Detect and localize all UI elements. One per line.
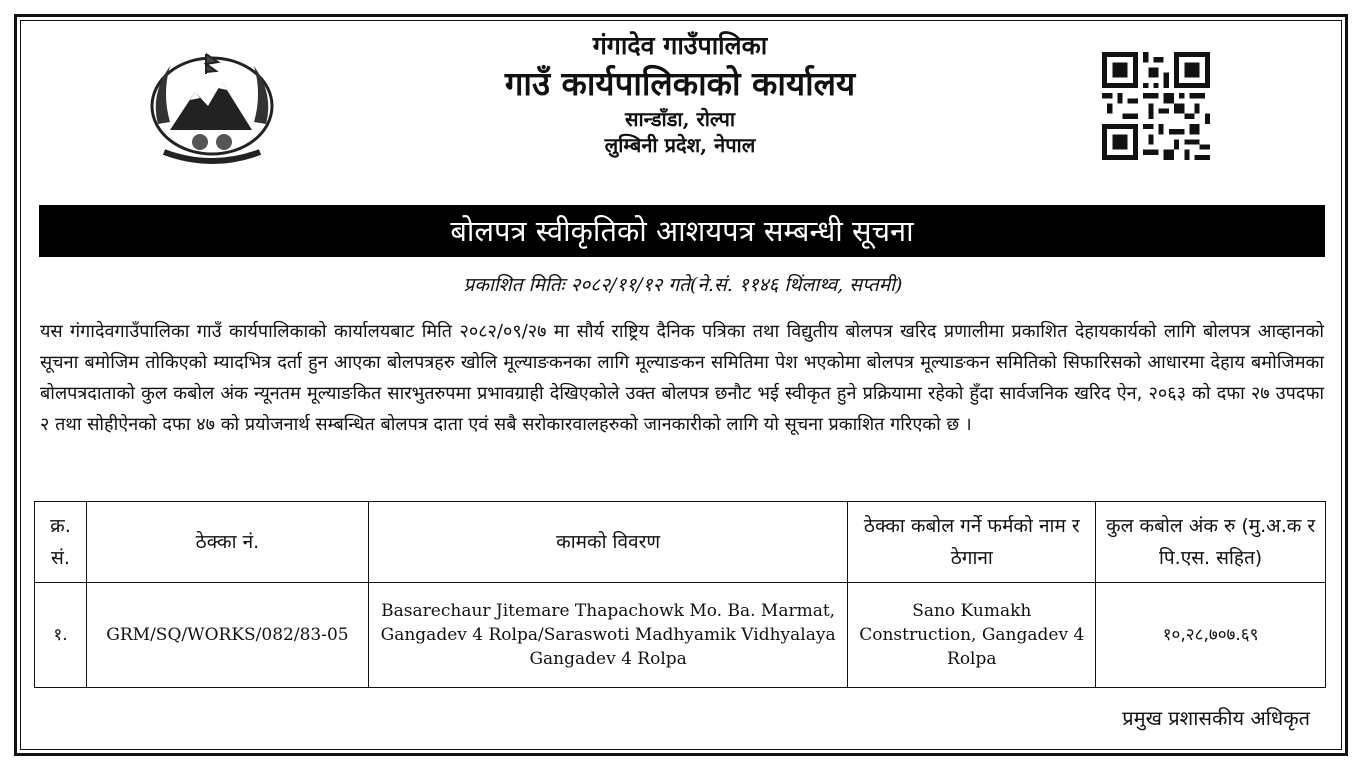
nepal-government-emblem-icon [140,44,284,172]
cell-contract-no: GRM/SQ/WORKS/082/83-05 [86,583,368,688]
publication-date: प्रकाशित मितिः २०८२/११/१२ गते(ने.सं. ११४६ थिंलाथ्व, सप्तमी) [463,274,903,296]
municipality-name: गंगादेव गाउँपालिका [592,31,768,60]
cell-amount: १०,२८,७०७.६९ [1096,583,1326,688]
office-name: गाउँ कार्यपालिकाको कार्यालय [504,64,856,103]
table-row [35,583,1326,688]
cell-description: Basarechaur Jitemare Thapachowk Mo. Ba. Marmat, Gangadev 4 Rolpa/Saraswoti Madhyamik Vidhyalaya Gangadev 4 Rolpa [368,583,847,688]
award-table [34,501,1326,688]
header-description: कामको विवरण [368,502,847,583]
table-header-row [35,502,1326,583]
cell-sn: १. [35,583,87,688]
header-firm: ठेक्का कबोल गर्ने फर्मको नाम र ठेगाना [848,502,1096,583]
cell-firm: Sano Kumakh Construction, Gangadev 4 Rolpa [848,583,1096,688]
notice-body: यस गंगादेवगाउँपालिका गाउँ कार्यपालिकाको कार्यालयबाट मिति २०८२/०९/२७ मा सौर्य राष्ट्रिय दैनिक पत्रिका तथा विद्युतीय बोलपत्र खरिद प्रणालीमा प्रकाशित देहायकार्यको लागि बोलपत्र आव्हानको सूचना बमोजिम तोकिएको म्यादभित्र दर्ता हुन आएका बोलपत्रहरु खोलि मूल्याङकनका लागि मूल्याङकन समितिमा पेश भएकोमा बोलपत्र मूल्याङकन समितिको सिफारिसको आधारमा देहाय बमोजिमका बोलपत्रदाताको कुल कबोल अंक न्यूनतम मूल्याङकित सारभुतरुपमा प्रभावग्राही देखिएकोले उक्त बोलपत्र छनौट भई स्वीकृत हुने प्रक्रियामा रहेको हुँदा सार्वजनिक खरिद ऐन, २०६३ को दफा २७ उपदफा २ तथा सोहीऐनको दफा ४७ को प्रयोजनार्थ सम्बन्धित बोलपत्र दाता एवं सबै सरोकारवालहरुको जानकारीको लागि यो सूचना प्रकाशित गरिएको छ । [40,321,1324,435]
office-province: लुम्बिनी प्रदेश, नेपाल [604,133,756,157]
qr-code-icon [1102,52,1210,160]
header-amount: कुल कबोल अंक रु (मु.अ.क र पि.एस. सहित) [1096,502,1326,583]
notice-title: बोलपत्र स्वीकृतिको आशयपत्र सम्बन्धी सूचना [39,205,1325,257]
header-contract-no: ठेक्का नं. [86,502,368,583]
header-sn: क्र. सं. [35,502,87,583]
office-address: सान्डाँडा, रोल्पा [624,107,736,131]
office-header [380,30,980,158]
signature-title: प्रमुख प्रशासकीय अधिकृत [1122,706,1310,730]
